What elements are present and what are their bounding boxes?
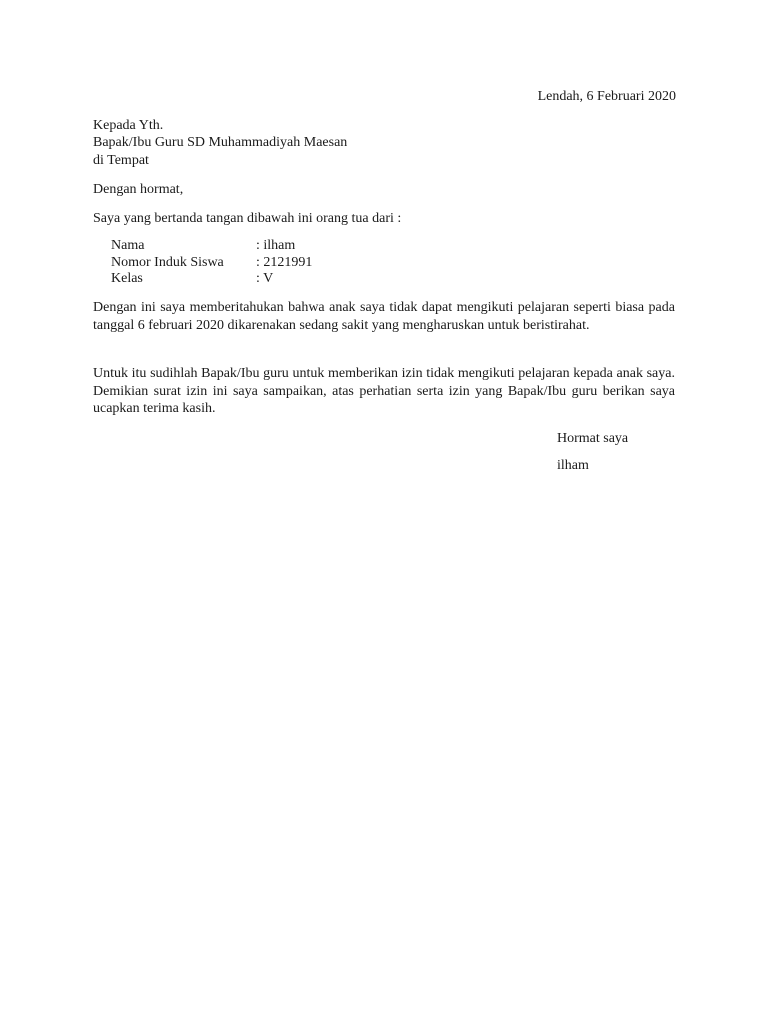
field-label-student-id: Nomor Induk Siswa bbox=[111, 255, 224, 270]
letter-date: Lendah, 6 Februari 2020 bbox=[537, 89, 676, 104]
body-paragraph-notice: Dengan ini saya memberitahukan bahwa anak saya tidak dapat mengikuti pelajaran seperti biasa pada tanggal 6 februari 2020 dikarenakan sedang sakit yang mengharuskan untuk beristirahat. bbox=[93, 300, 675, 333]
field-value-class: : V bbox=[256, 271, 274, 286]
body-paragraph-request: Untuk itu sudihlah Bapak/Ibu guru untuk memberikan izin tidak mengikuti pelajaran kepada anak saya. Demikian surat izin ini saya sampaikan, atas perhatian serta izin yang Bapak/Ibu guru berikan saya ucapkan terima kasih. bbox=[93, 366, 675, 416]
intro-text: Saya yang bertanda tangan dibawah ini orang tua dari : bbox=[93, 211, 402, 226]
field-value-student-id: : 2121991 bbox=[256, 255, 313, 270]
closing-text: Hormat saya bbox=[557, 431, 629, 446]
recipient-place: di Tempat bbox=[93, 153, 149, 168]
recipient-name: Bapak/Ibu Guru SD Muhammadiyah Maesan bbox=[93, 135, 348, 150]
greeting: Dengan hormat, bbox=[93, 182, 184, 197]
signer-name: ilham bbox=[557, 458, 589, 473]
recipient-salutation: Kepada Yth. bbox=[93, 118, 164, 133]
field-value-name: : ilham bbox=[256, 238, 296, 253]
field-label-class: Kelas bbox=[111, 271, 143, 286]
field-label-name: Nama bbox=[111, 238, 145, 253]
